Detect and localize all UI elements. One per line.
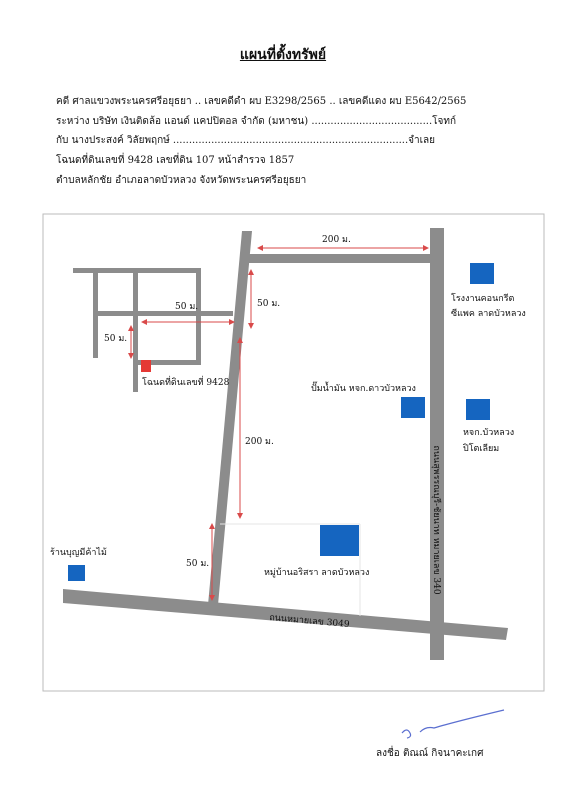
parties-defendant-line: กับ นางประสงค์ วิลัยพฤกษ์ ..........................................................................จำเลย bbox=[56, 135, 436, 146]
top-road bbox=[247, 254, 430, 263]
village-marker bbox=[320, 525, 359, 556]
gas-station-marker bbox=[401, 397, 425, 418]
dist-mid-label: 200 ม. bbox=[245, 437, 274, 447]
highway-340-label: ถนนสุพรรณบุรี-ชัยนาท หมายเลข 340 bbox=[431, 445, 441, 595]
property-marker bbox=[141, 360, 151, 372]
concrete-factory-marker bbox=[470, 263, 494, 284]
petroleum-label-1: หจก.บัวหลวง bbox=[463, 428, 515, 438]
diagonal-road bbox=[208, 231, 252, 605]
concrete-factory-label-2: ซีแพค ลาดบัวหลวง bbox=[451, 309, 526, 319]
dist-left-label: 50 ม. bbox=[104, 334, 128, 344]
village-label: หมู่บ้านอริสรา ลาดบัวหลวง bbox=[264, 568, 370, 578]
property-label: โฉนดที่ดินเลขที่ 9428 bbox=[142, 378, 230, 388]
shop-marker bbox=[68, 565, 85, 581]
dist-top-label: 200 ม. bbox=[322, 235, 351, 245]
grid-roads bbox=[73, 268, 233, 392]
parties-plaintiff-line: ระหว่าง บริษัท เงินติดล้อ แอนด์ แคปปิตอล จำกัด (มหาชน) ......................................โจทก์ bbox=[56, 116, 457, 127]
dist-side-label: 50 ม. bbox=[257, 299, 281, 309]
signature-name: ลงชื่อ ติณณ์ กิจนาคะเกศ bbox=[376, 748, 484, 759]
dist-bottom-label: 50 ม. bbox=[186, 559, 210, 569]
petroleum-marker bbox=[466, 399, 490, 420]
dist-grid-label: 50 ม. bbox=[175, 302, 199, 312]
case-line: คดี ศาลแขวงพระนครศรีอยุธยา .. เลขคดีดำ ผบ E3298/2565 .. เลขคดีแดง ผบ E5642/2565 bbox=[56, 96, 467, 107]
gas-station-label: ปั๊มน้ำมัน หจก.ดาวบัวหลวง bbox=[311, 384, 416, 394]
road-3049-label: ถนนหมายเลข 3049 bbox=[268, 612, 350, 630]
petroleum-label-2: ปิโตเลียม bbox=[463, 444, 500, 454]
concrete-factory-label-1: โรงงานคอนกรีต bbox=[451, 294, 515, 304]
signature-scribble-icon bbox=[402, 710, 504, 738]
page-title: แผนที่ตั้งทรัพย์ bbox=[239, 47, 327, 63]
shop-label: ร้านบุญมีค้าไม้ bbox=[50, 548, 107, 558]
deed-line: โฉนดที่ดินเลขที่ 9428 เลขที่ดิน 107 หน้าสำรวจ 1857 bbox=[56, 155, 295, 166]
location-line: ตำบลหลักชัย อำเภอลาดบัวหลวง จังหวัดพระนครศรีอยุธยา bbox=[56, 175, 307, 186]
highway-340 bbox=[430, 228, 444, 660]
